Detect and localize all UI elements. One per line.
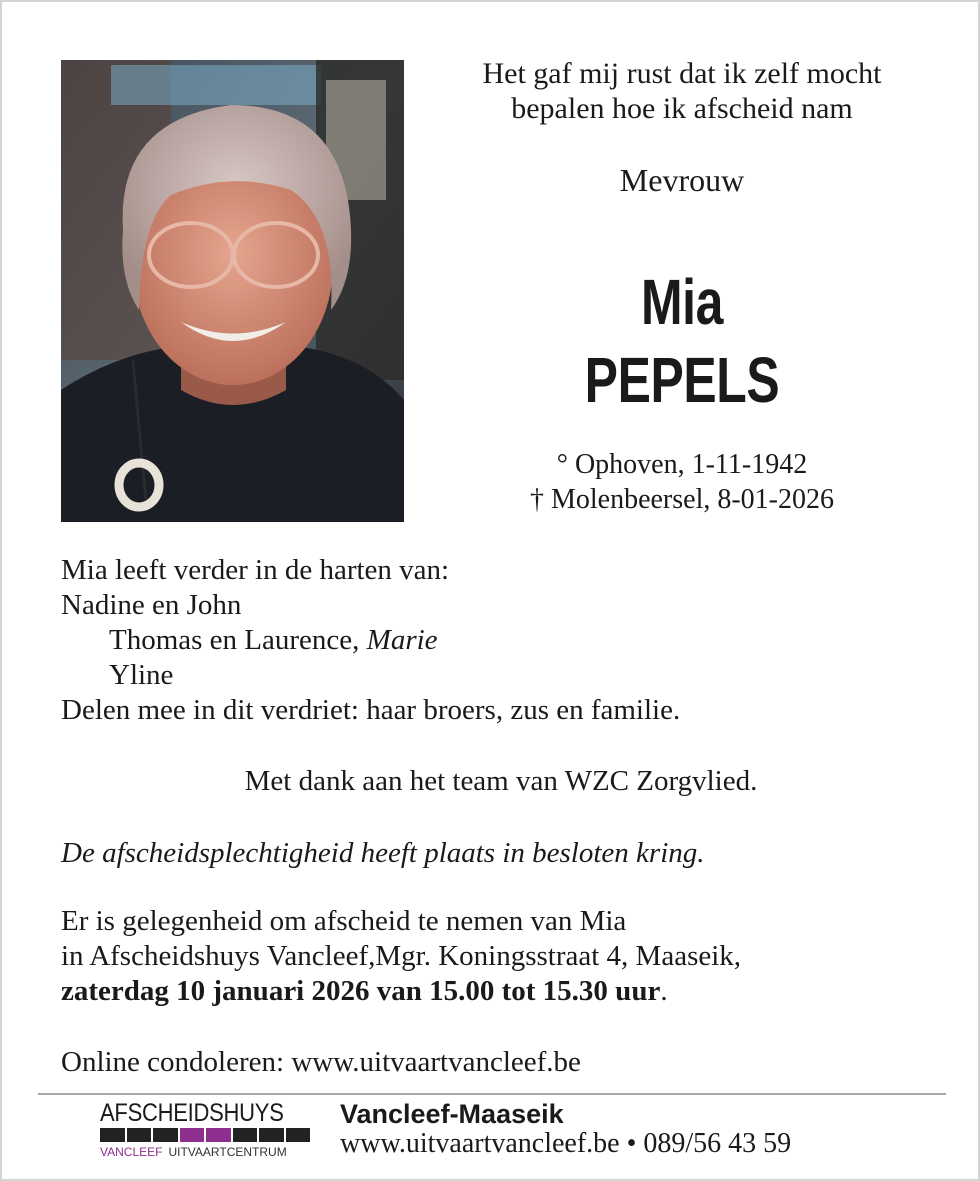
logo-bar [100, 1128, 125, 1142]
visitation-datetime: zaterdag 10 januari 2026 van 15.00 tot 15.30 uur [61, 975, 661, 1007]
logo-bars [100, 1128, 310, 1142]
logo-subtitle [100, 1145, 310, 1159]
thanks-line: Met dank aan het team van WZC Zorgvlied. [244, 765, 758, 797]
visitation-line-1: Er is gelegenheid om afscheid te nemen van Mia [61, 905, 627, 937]
logo-word: AFSCHEIDSHUYS [100, 1099, 284, 1127]
logo-bar [153, 1128, 178, 1142]
logo-bar [127, 1128, 152, 1142]
birth-line: ° Ophoven, 1-11-1942 [556, 449, 808, 480]
logo-bar [259, 1128, 284, 1142]
family-line-1: Nadine en John [61, 589, 242, 621]
family-line-2-main: Thomas en Laurence, [109, 624, 367, 656]
funeral-home-contact: www.uitvaartvancleef.be • 089/56 43 59 [340, 1128, 792, 1159]
visitation-section [61, 904, 941, 1009]
logo-bar [233, 1128, 258, 1142]
visitation-period: . [660, 975, 668, 1007]
afscheidshuys-logo [100, 1100, 310, 1164]
opening-verse-line-1: Het gaf mij rust dat ik zelf mocht [482, 57, 882, 90]
opening-verse-line-2: bepalen hoe ik afscheid nam [511, 92, 853, 125]
funeral-home-name: Vancleef-Maaseik [340, 1099, 564, 1129]
first-name: Mia [640, 266, 724, 338]
logo-bar-accent [206, 1128, 231, 1142]
family-intro: Mia leeft verder in de harten van: [61, 554, 450, 586]
visitation-line-3 [61, 974, 941, 1009]
footer-divider [38, 1093, 946, 1095]
family-section [61, 553, 941, 728]
family-line-3: Yline [109, 659, 174, 691]
visitation-line-2: in Afscheidshuys Vancleef,Mgr. Koningsstraat 4, Maaseik, [61, 940, 742, 972]
ceremony-line: De afscheidsplechtigheid heeft plaats in besloten kring. [61, 837, 705, 869]
logo-sub-uitvaartcentrum: UITVAARTCENTRUM [168, 1145, 287, 1159]
portrait-photo [61, 60, 404, 522]
life-dates [417, 447, 947, 517]
logo-bar [286, 1128, 311, 1142]
opening-verse [417, 56, 947, 126]
last-name: PEPELS [584, 344, 780, 416]
honorific: Mevrouw [619, 162, 745, 198]
family-line-2 [61, 623, 941, 658]
logo-bar-accent [180, 1128, 205, 1142]
death-line: † Molenbeersel, 8-01-2026 [529, 484, 835, 515]
online-condolence-line: Online condoleren: www.uitvaartvancleef.be [61, 1046, 581, 1078]
portrait-illustration [61, 60, 404, 522]
family-line-4: Delen mee in dit verdriet: haar broers, zus en familie. [61, 694, 681, 726]
logo-sub-vancleef: VANCLEEF [100, 1145, 163, 1159]
family-line-2-italic: Marie [366, 624, 438, 656]
